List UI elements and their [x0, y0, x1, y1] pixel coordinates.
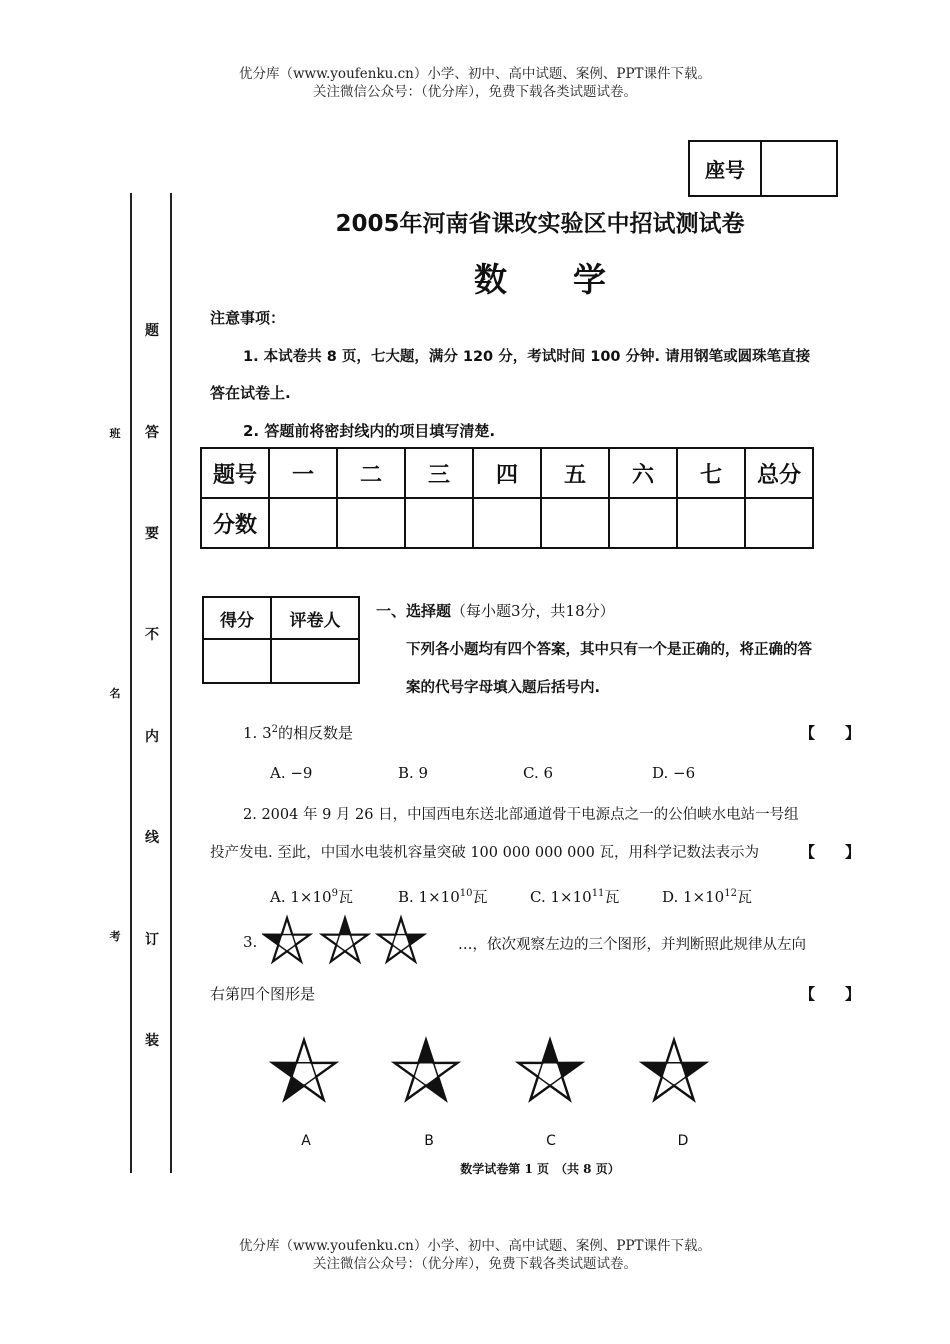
- watermark-footer-line-2: 关注微信公众号：（优分库），免费下载各类试题试卷。: [313, 1256, 637, 1272]
- seal-char: 题: [145, 323, 159, 339]
- question-1-option-a: A. −9: [270, 764, 313, 782]
- option-a-star: [273, 1040, 336, 1100]
- margin-line-right: [170, 193, 172, 1173]
- question-1-exponent: 2: [271, 724, 279, 735]
- margin-char-left: 名: [109, 687, 121, 700]
- score-cell[interactable]: [405, 498, 473, 548]
- seal-char: 不: [145, 627, 159, 643]
- score-table-header: 五: [541, 448, 609, 498]
- grader-score-label: 得分: [203, 597, 271, 639]
- score-cell[interactable]: [745, 498, 813, 548]
- option-c-label: C: [546, 1133, 556, 1149]
- score-table-header: 七: [677, 448, 745, 498]
- seal-char: 答: [145, 425, 159, 441]
- note-1-line-2: 答在试卷上.: [210, 384, 291, 402]
- question-2-option-d: [662, 886, 752, 907]
- page-footer: 数学试卷第 1 页 （共 8 页）: [460, 1162, 620, 1176]
- question-2-option-c: [530, 886, 619, 907]
- sequence-star-2: [322, 918, 368, 962]
- seat-number-field[interactable]: [762, 142, 836, 195]
- question-1-number: 1.: [243, 724, 258, 742]
- option-exponent: 12: [724, 888, 737, 899]
- seal-char: 订: [145, 932, 159, 948]
- seal-char: 内: [145, 729, 159, 745]
- sequence-star-3: [378, 918, 424, 962]
- margin-char-left: 考: [109, 930, 121, 943]
- exam-title: 2005年河南省课改实验区中招试测试卷: [335, 211, 745, 237]
- score-cell[interactable]: [473, 498, 541, 548]
- section-1-header: [376, 600, 615, 621]
- option-c-star: [519, 1040, 582, 1100]
- score-cell[interactable]: [337, 498, 405, 548]
- section-1-points: （每小题3分，共18分）: [451, 602, 615, 620]
- option-unit: 瓦: [337, 888, 353, 906]
- question-1-option-b: B. 9: [398, 764, 429, 782]
- option-unit: 瓦: [472, 888, 488, 906]
- watermark-line-2: 关注微信公众号：（优分库），免费下载各类试题试卷。: [313, 84, 637, 100]
- score-table-header: 题号: [201, 448, 269, 498]
- question-2-line-2: 投产发电. 至此，中国水电装机容量突破 100 000 000 000 瓦，用科学记数法表示为: [210, 845, 759, 861]
- option-a-label: A: [301, 1133, 311, 1149]
- question-2-line-1: 2. 2004 年 9 月 26 日，中国西电东送北部通道骨干电源点之一的公伯峡水电站一号组: [243, 807, 799, 823]
- option-unit: 瓦: [604, 888, 620, 906]
- option-exponent: 10: [459, 888, 473, 899]
- option-unit: 瓦: [736, 888, 752, 906]
- section-1-instructions-line-2: 案的代号字母填入题后括号内.: [406, 680, 601, 696]
- seat-number-box: [688, 140, 838, 197]
- score-table-header-row: [201, 448, 813, 498]
- watermark-line-1: 优分库（www.youfenku.cn）小学、初中、高中试题、案例、PPT课件下载。: [238, 66, 712, 82]
- seal-char: 线: [145, 830, 159, 846]
- seal-char: 装: [145, 1033, 159, 1049]
- score-table-header: 一: [269, 448, 337, 498]
- note-2: 2. 答题前将密封线内的项目填写清楚.: [243, 422, 496, 440]
- score-cell[interactable]: [541, 498, 609, 548]
- option-exponent: 11: [591, 888, 605, 899]
- grader-score-cell[interactable]: [203, 639, 271, 683]
- option-label: A. 1×10: [270, 888, 332, 906]
- margin-line-left: [130, 193, 132, 1173]
- score-table-header: 二: [337, 448, 405, 498]
- grader-name-cell[interactable]: [271, 639, 359, 683]
- question-3-line-2: 右第四个图形是: [210, 985, 316, 1003]
- option-b-star: [395, 1040, 458, 1100]
- score-cell[interactable]: [677, 498, 745, 548]
- grader-name-label: 评卷人: [271, 597, 359, 639]
- question-3-line-1: …，依次观察左边的三个图形，并判断照此规律从左向: [458, 937, 806, 953]
- score-table: [200, 447, 814, 549]
- option-label: D. 1×10: [662, 888, 725, 906]
- question-3-option-figures: [268, 1036, 718, 1110]
- score-table-row-label: 分数: [201, 498, 269, 548]
- seat-number-label: 座号: [690, 142, 762, 195]
- sequence-star-1: [264, 918, 310, 962]
- question-2-option-a: [270, 886, 353, 907]
- question-3-answer-bracket[interactable]: 【 】: [800, 985, 861, 1003]
- notes-heading: 注意事项：: [210, 309, 286, 327]
- question-1: [243, 722, 353, 743]
- option-exponent: 9: [331, 888, 338, 899]
- score-cell[interactable]: [269, 498, 337, 548]
- question-1-text: 的相反数是: [278, 724, 354, 742]
- question-2-answer-bracket[interactable]: 【 】: [800, 843, 861, 861]
- option-d-label: D: [677, 1133, 689, 1149]
- option-label: B. 1×10: [398, 888, 460, 906]
- score-table-score-row: [201, 498, 813, 548]
- option-d-star: [643, 1040, 706, 1100]
- exam-subject: 数 学: [474, 260, 606, 299]
- margin-char-left: 班: [109, 427, 121, 440]
- note-1-line-1: 1. 本试卷共 8 页，七大题，满分 120 分，考试时间 100 分钟. 请用钢笔或圆珠笔直接: [243, 349, 811, 365]
- score-table-header: 总分: [745, 448, 813, 498]
- question-3-sequence-figure: [262, 912, 432, 966]
- option-label: C. 1×10: [530, 888, 592, 906]
- question-1-answer-bracket[interactable]: 【 】: [800, 724, 861, 742]
- question-3-number: 3.: [243, 933, 258, 951]
- seal-char: 要: [145, 526, 159, 542]
- watermark-footer-line-1: 优分库（www.youfenku.cn）小学、初中、高中试题、案例、PPT课件下载。: [238, 1238, 712, 1254]
- grader-table: [202, 596, 360, 684]
- score-table-header: 四: [473, 448, 541, 498]
- score-table-header: 六: [609, 448, 677, 498]
- question-1-option-c: C. 6: [523, 764, 554, 782]
- question-1-base: 3: [262, 724, 272, 742]
- question-1-option-d: D. −6: [652, 764, 696, 782]
- section-1-heading: 一、选择题: [376, 602, 452, 620]
- question-2-option-b: [398, 886, 488, 907]
- score-cell[interactable]: [609, 498, 677, 548]
- option-b-label: B: [424, 1133, 434, 1149]
- section-1-instructions-line-1: 下列各小题均有四个答案，其中只有一个是正确的，将正确的答: [406, 642, 812, 658]
- score-table-header: 三: [405, 448, 473, 498]
